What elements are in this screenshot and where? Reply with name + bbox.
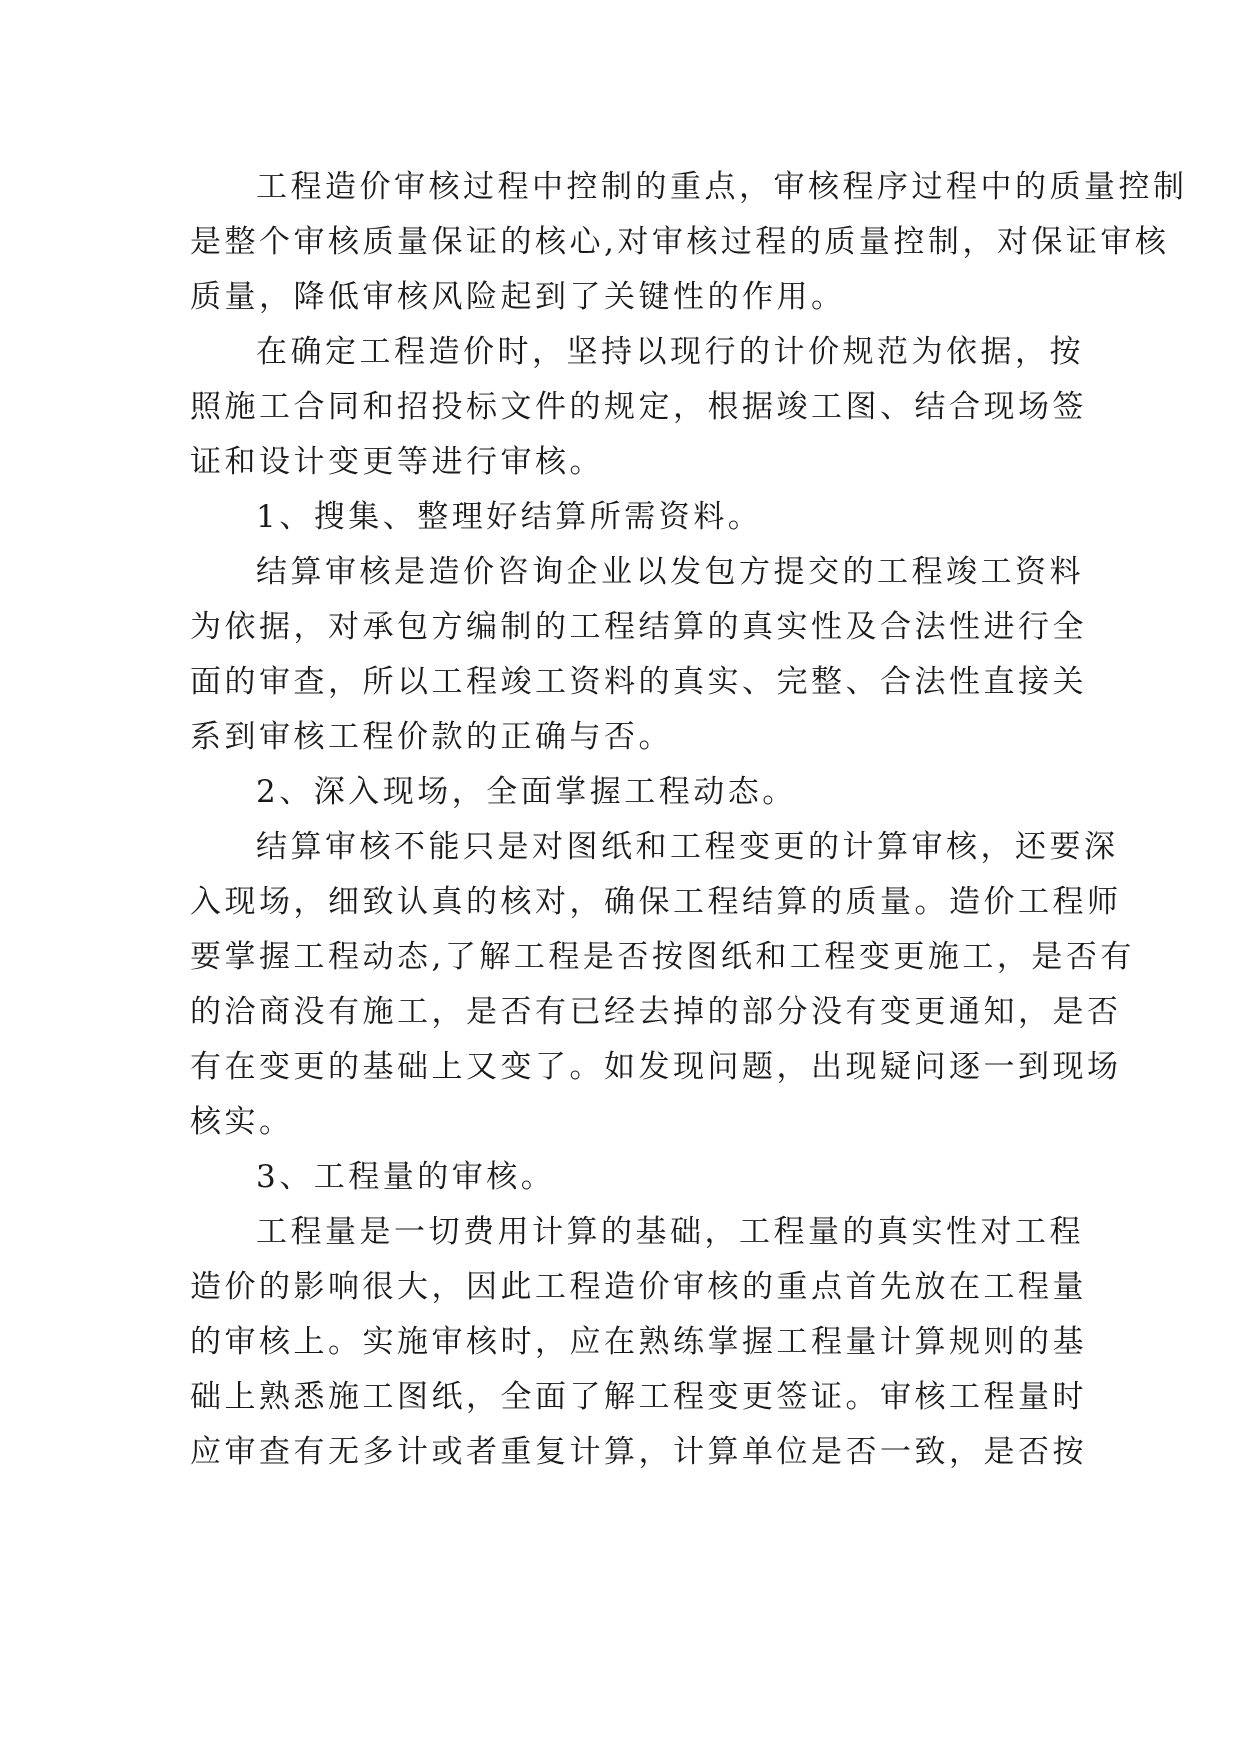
heading-site-inspection: 2、深入现场，全面掌握工程动态。 — [256, 774, 797, 810]
heading-quantity-review: 3、工程量的审核。 — [256, 1159, 556, 1195]
paragraph-site-inspection: 结算审核不能只是对图纸和工程变更的计算审核，还要深入现场，细致认真的核对，确保工程结算的质量。造价工程师要掌握工程动态,了解工程是否按图纸和工程变更施工，是否有的洽商没有施工，是否有已经去掉的部分没有变更通知，是否有在变更的基础上又变了。如发现问题，出现疑问逐一到现场核实。 — [190, 829, 1135, 1140]
document-body — [190, 160, 1188, 1480]
paragraph-pricing-basis: 在确定工程造价时，坚持以现行的计价规范为依据，按照施工合同和招投标文件的规定，根据竣工图、结合现场签证和设计变更等进行审核。 — [190, 334, 1087, 480]
heading-collect-materials: 1、搜集、整理好结算所需资料。 — [256, 499, 763, 535]
paragraph-quality-control: 工程造价审核过程中控制的重点，审核程序过程中的质量控制是整个审核质量保证的核心,对审核过程的质量控制，对保证审核质量，降低审核风险起到了关键性的作用。 — [190, 169, 1188, 315]
paragraph-settlement-review: 结算审核是造价咨询企业以发包方提交的工程竣工资料为依据，对承包方编制的工程结算的真实性及合法性进行全面的审查，所以工程竣工资料的真实、完整、合法性直接关系到审核工程价款的正确与否。 — [190, 554, 1087, 755]
paragraph-quantity-review: 工程量是一切费用计算的基础，工程量的真实性对工程造价的影响很大，因此工程造价审核的重点首先放在工程量的审核上。实施审核时，应在熟练掌握工程量计算规则的基础上熟悉施工图纸，全面了解工程变更签证。审核工程量时应审查有无多计或者重复计算，计算单位是否一致，是否按 — [190, 1214, 1087, 1470]
